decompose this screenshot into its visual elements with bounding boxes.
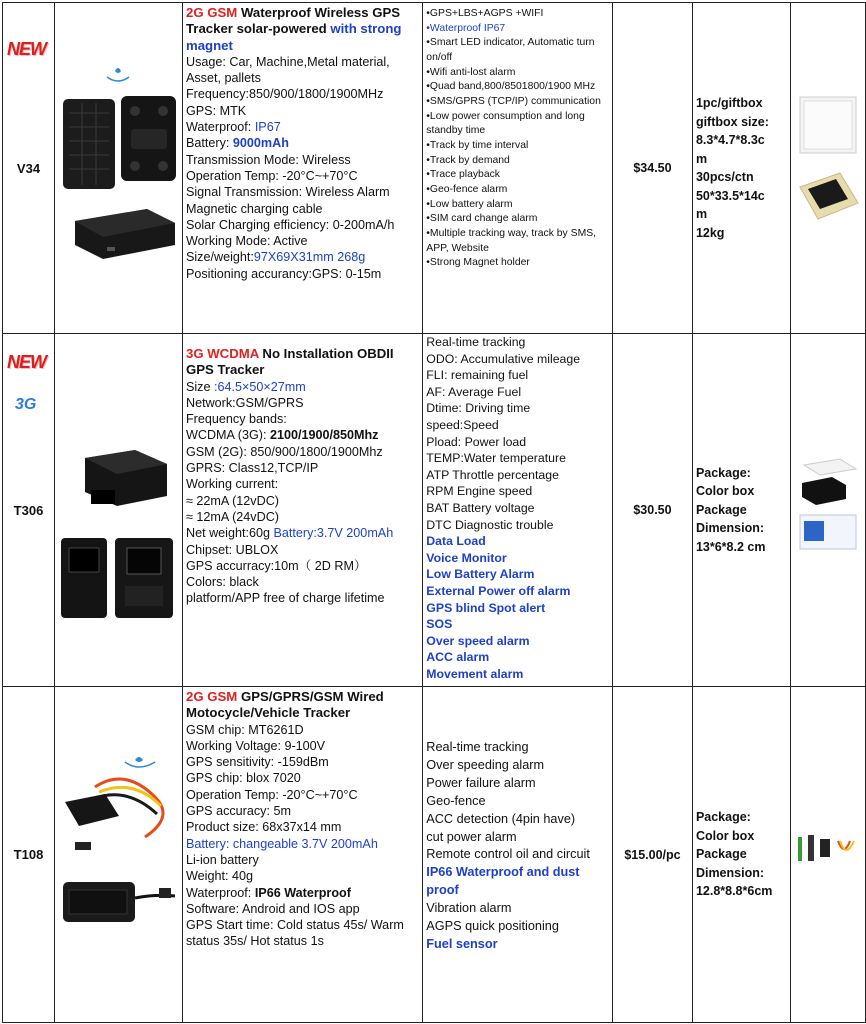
package-line: Package: (695, 810, 751, 825)
spec-list (186, 722, 419, 950)
spec-line (186, 379, 419, 395)
spec-line: Transmission Mode: Wireless (185, 152, 351, 167)
feature-item: •Low battery alarm (426, 198, 513, 210)
title-network: 3G WCDMA (185, 346, 259, 361)
feature-item: Real-time tracking (426, 740, 529, 754)
spec-value: Battery: changeable 3.7V 200mAh (185, 836, 378, 851)
spec-line: Working Mode: Active (185, 234, 308, 249)
feature-item: Pload: Power load (426, 434, 527, 449)
spec-line: Operation Temp: -20°C~+70°C (185, 787, 358, 802)
spec-line: ≈ 22mA (12vDC) (185, 493, 279, 508)
model-code: V34 (16, 160, 41, 176)
spec-value: Battery:3.7V 200mAh (273, 526, 394, 541)
spec-value: 97X69X31mm 268g (253, 250, 366, 265)
spec-line (186, 885, 419, 901)
table-row (3, 3, 866, 334)
features-cell (423, 687, 613, 1023)
features-cell (423, 3, 613, 334)
feature-item: Low Battery Alarm (426, 567, 535, 582)
feature-item: •Strong Magnet holder (426, 257, 530, 269)
package-line: Color box (695, 828, 755, 843)
feature-item: Fuel sensor (426, 936, 498, 951)
feature-item: FLI: remaining fuel (426, 368, 529, 383)
spec-line: Software: Android and IOS app (185, 901, 360, 916)
product-image-cell (54, 3, 182, 334)
spec-label: Size (185, 379, 214, 394)
model-code: T306 (13, 502, 44, 518)
product-title (186, 5, 419, 54)
spec-value: IP67 (254, 120, 281, 135)
package-line: Color box (695, 484, 755, 499)
accessories-image (794, 827, 862, 877)
package-line: Package (695, 502, 747, 517)
model-cell (3, 687, 55, 1023)
specs-cell (182, 3, 422, 334)
feature-item: Real-time tracking (426, 335, 526, 349)
feature-item: cut power alarm (426, 829, 517, 844)
spec-line (186, 836, 419, 852)
feature-item: Dtime: Driving time (426, 401, 531, 416)
spec-line: GPS Start time: Cold status 45s/ Warm status 35s/ Hot status 1s (185, 918, 404, 949)
package-line: Dimension: (695, 865, 764, 880)
spec-line: GPS accurracy:10m（ 2D RM） (185, 558, 367, 573)
spec-line: Positioning accurancy:GPS: 0-15m (185, 266, 382, 281)
package-line: 8.3*4.7*8.3c (695, 133, 765, 147)
spec-line: GPS accuracy: 5m (185, 804, 291, 819)
product-image-cell (54, 334, 182, 687)
feature-item: Geo-fence (426, 793, 486, 808)
spec-line: platform/APP free of charge lifetime (185, 591, 385, 606)
feature-item: •Trace playback (426, 169, 501, 181)
spec-line: Li-ion battery (185, 852, 259, 867)
model-code: T108 (13, 847, 44, 862)
feature-item: •Smart LED indicator, Automatic turn on/off (426, 37, 595, 63)
package-line: 1pc/giftbox (695, 96, 763, 110)
feature-item: •Track by time interval (426, 139, 529, 151)
package-line: Package: (695, 465, 751, 480)
package-image-cell (791, 3, 866, 334)
feature-item: •Quad band,800/8501800/1900 MHz (426, 81, 596, 93)
package-line: 13*6*8.2 cm (695, 539, 766, 554)
v34-tracker-image (55, 41, 182, 291)
price-cell (613, 334, 693, 687)
price: $34.50 (633, 161, 672, 175)
price: $30.50 (633, 503, 672, 517)
feature-item: •Multiple tracking way, track by SMS, APP, Website (426, 227, 597, 254)
feature-item: Data Load (426, 534, 486, 549)
spec-list (186, 379, 419, 607)
feature-item: Power failure alarm (426, 775, 536, 790)
spec-value: IP66 Waterproof (254, 885, 351, 900)
obd-tracker-image (55, 358, 182, 658)
package-line: 30pcs/ctn (695, 170, 754, 184)
package-cell (692, 687, 790, 1023)
table-row (3, 687, 866, 1023)
feature-item: •SIM card change alarm (426, 213, 538, 225)
package-line: 12kg (695, 225, 725, 240)
specs-cell (182, 334, 422, 687)
spec-label: WCDMA (3G): (185, 428, 270, 443)
spec-line (186, 525, 419, 541)
package-cell (692, 334, 790, 687)
title-main: No Installation OBDII GPS Tracker (185, 346, 394, 378)
feature-item: Remote control oil and circuit (426, 847, 590, 862)
3g-badge: 3G (15, 396, 37, 413)
feature-item: •Track by demand (426, 154, 510, 166)
spec-line: Colors: black (185, 575, 259, 590)
colorbox-image (794, 453, 862, 563)
feature-item: SOS (426, 617, 453, 632)
feature-item: External Power off alarm (426, 583, 571, 598)
spec-line: Usage: Car, Machine,Metal material, Asset, pallets (185, 54, 390, 86)
feature-item: ACC alarm (426, 650, 490, 665)
product-table (2, 2, 866, 1023)
spec-line: GPRS: Class12,TCP/IP (185, 461, 319, 476)
feature-item: GPS blind Spot alert (426, 600, 546, 615)
feature-item: •Wifi anti-lost alarm (426, 66, 516, 78)
spec-line: GSM (2G): 850/900/1800/1900Mhz (185, 444, 383, 459)
feature-item: BAT Battery voltage (426, 500, 535, 515)
product-image-cell (54, 687, 182, 1023)
features-cell (423, 334, 613, 687)
feature-item: •Waterproof IP67 (426, 22, 506, 34)
package-image-cell (791, 687, 866, 1023)
feature-item: •SMS/GPRS (TCP/IP) communication (426, 95, 601, 107)
spec-value: 2100/1900/850Mhz (269, 428, 379, 443)
feature-item: Voice Monitor (426, 550, 507, 565)
feature-item: Vibration alarm (426, 901, 512, 916)
feature-item: RPM Engine speed (426, 484, 533, 499)
package-line: m (695, 151, 708, 166)
spec-line: Solar Charging efficiency: 0-200mA/h (185, 217, 395, 232)
spec-line (186, 119, 419, 135)
price-cell (613, 687, 693, 1023)
spec-line: Operation Temp: -20°C~+70°C (185, 168, 358, 183)
feature-item: •Low power consumption and long standby time (426, 110, 585, 137)
feature-item: AF: Average Fuel (426, 384, 522, 399)
spec-line: GSM chip: MT6261D (185, 722, 304, 737)
table-row (3, 334, 866, 687)
spec-line: Product size: 68x37x14 mm (185, 820, 342, 835)
spec-line: Working Voltage: 9-100V (185, 738, 326, 753)
feature-item: speed:Speed (426, 417, 499, 432)
spec-label: Net weight:60g (185, 526, 274, 541)
model-cell (3, 3, 55, 334)
spec-label: Waterproof: (185, 885, 255, 900)
package-image-cell (791, 334, 866, 687)
package-line: giftbox size: (695, 114, 769, 129)
package-cell (692, 3, 790, 334)
package-line: 12.8*8.8*6cm (695, 884, 773, 899)
spec-line: Chipset: UBLOX (185, 542, 279, 557)
model-cell (3, 334, 55, 687)
package-line: m (695, 207, 708, 221)
feature-item: TEMP:Water temperature (426, 451, 566, 466)
title-network: 2G GSM (185, 689, 238, 704)
title-highlight: with strong magnet (185, 21, 402, 53)
feature-item: •GPS+LBS+AGPS +WIFI (426, 8, 544, 19)
title-network: 2G GSM (185, 5, 238, 20)
spec-line: Network:GSM/GPRS (185, 395, 304, 410)
spec-line: Frequency:850/900/1800/1900MHz (185, 87, 384, 102)
package-line: 50*33.5*14c (695, 188, 765, 203)
feature-item: ATP Throttle percentage (426, 467, 559, 482)
spec-line (186, 135, 419, 151)
spec-label: Battery: (185, 136, 233, 151)
feature-item: IP66 Waterproof and dust proof (426, 865, 580, 898)
spec-line: Magnetic charging cable (185, 201, 323, 216)
spec-list (186, 54, 419, 282)
price: $15.00/pc (624, 847, 681, 862)
feature-item: DTC Diagnostic trouble (426, 517, 554, 532)
spec-line: Frequency bands: (185, 412, 287, 427)
spec-value: :64.5×50×27mm (213, 379, 306, 394)
spec-label: Size/weight: (185, 250, 254, 265)
feature-item: ODO: Accumulative mileage (426, 351, 581, 366)
title-main: GPS/GPRS/GSM Wired Motocycle/Vehicle Tracker (185, 689, 384, 721)
spec-line: GPS: MTK (185, 103, 247, 118)
spec-line: GPS chip: blox 7020 (185, 771, 301, 786)
spec-line: Weight: 40g (185, 869, 253, 884)
spec-line: Working current: (185, 477, 279, 492)
spec-label: Waterproof: (185, 120, 255, 135)
new-badge: NEW (7, 39, 46, 59)
spec-value: 9000mAh (232, 136, 289, 151)
feature-item: Movement alarm (426, 666, 524, 681)
spec-line (186, 427, 419, 443)
feature-item: Over speeding alarm (426, 757, 545, 772)
spec-line: ≈ 12mA (24vDC) (185, 509, 279, 524)
feature-item: AGPS quick positioning (426, 919, 559, 934)
price-cell (613, 3, 693, 334)
package-line: Package (695, 847, 747, 862)
t108-tracker-image (55, 692, 182, 1012)
giftbox-image (794, 91, 862, 241)
spec-line: GPS sensitivity: -159dBm (185, 755, 329, 770)
feature-item: •Geo-fence alarm (426, 183, 508, 195)
spec-line: Signal Transmission: Wireless Alarm (185, 185, 390, 200)
spec-line (186, 249, 419, 265)
product-title (186, 689, 419, 722)
package-line: Dimension: (695, 521, 764, 536)
specs-cell (182, 687, 422, 1023)
new-badge: NEW (7, 352, 46, 372)
title-main: Waterproof Wireless GPS Tracker solar-powered (185, 5, 401, 37)
feature-item: Over speed alarm (426, 633, 530, 648)
product-title (186, 346, 419, 379)
feature-item: ACC detection (4pin have) (426, 811, 576, 826)
